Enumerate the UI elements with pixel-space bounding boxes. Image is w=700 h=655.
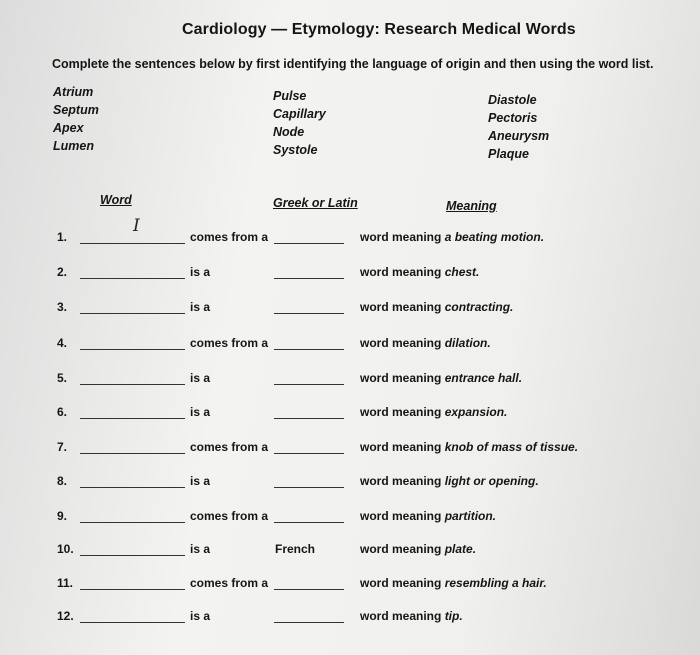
meaning-text: expansion.: [444, 405, 508, 419]
row-connector: is a: [190, 609, 211, 623]
word-list-item: Lumen: [53, 139, 94, 153]
header-word: Word: [100, 193, 132, 207]
word-blank[interactable]: [80, 384, 185, 385]
origin-answer: French: [275, 542, 316, 556]
sentence-row: [0, 230, 700, 250]
meaning-prefix: word meaning: [360, 474, 445, 488]
meaning-text: tip.: [444, 609, 463, 623]
sentence-row: [0, 300, 700, 320]
sentence-row: [0, 371, 700, 391]
word-blank[interactable]: [80, 278, 185, 279]
instructions: Complete the sentences below by first identifying the language of origin and then using the word list.: [52, 57, 654, 71]
row-number: 3.: [57, 300, 68, 314]
origin-blank[interactable]: [274, 384, 344, 385]
row-number: 1.: [57, 230, 68, 244]
meaning-prefix: word meaning: [360, 371, 445, 385]
row-number: 11.: [57, 576, 74, 590]
row-number: 9.: [57, 509, 68, 523]
meaning-prefix: word meaning: [360, 265, 445, 279]
origin-blank[interactable]: [274, 313, 344, 314]
word-blank[interactable]: [80, 453, 185, 454]
sentence-row: [0, 542, 700, 562]
word-blank[interactable]: [80, 487, 185, 488]
word-list-item: Apex: [53, 121, 84, 135]
meaning-prefix: word meaning: [360, 609, 445, 623]
meaning-text: dilation.: [444, 336, 491, 350]
sentence-row: [0, 336, 700, 356]
origin-blank[interactable]: [274, 453, 344, 454]
meaning-text: light or opening.: [444, 474, 539, 488]
word-list-item: Pulse: [273, 89, 307, 103]
origin-blank[interactable]: [274, 589, 344, 590]
sentence-row: [0, 265, 700, 285]
sentence-row: [0, 440, 700, 460]
header-meaning: Meaning: [446, 199, 497, 213]
word-list-item: Pectoris: [488, 111, 538, 125]
row-meaning: [360, 230, 544, 244]
row-meaning: [360, 509, 496, 523]
origin-blank[interactable]: [274, 278, 344, 279]
word-list-column-1: [53, 83, 99, 155]
meaning-text: partition.: [444, 509, 497, 523]
word-list-item: Plaque: [488, 147, 529, 161]
meaning-prefix: word meaning: [360, 440, 445, 454]
row-connector: is a: [190, 371, 211, 385]
origin-blank[interactable]: [274, 522, 344, 523]
meaning-text: contracting.: [444, 300, 514, 314]
word-list-column-2: [273, 87, 326, 159]
row-connector: comes from a: [190, 440, 269, 454]
meaning-prefix: word meaning: [360, 509, 445, 523]
row-connector: is a: [190, 300, 211, 314]
row-meaning: [360, 609, 463, 623]
row-connector: comes from a: [190, 576, 269, 590]
sentence-row: [0, 474, 700, 494]
word-list-item: Septum: [53, 103, 99, 117]
row-number: 8.: [57, 474, 68, 488]
word-blank[interactable]: [80, 589, 185, 590]
word-blank[interactable]: [80, 243, 185, 244]
row-meaning: [360, 371, 522, 385]
row-meaning: [360, 440, 578, 454]
row-connector: comes from a: [190, 336, 269, 350]
row-meaning: [360, 576, 547, 590]
meaning-text: resembling a hair.: [444, 576, 547, 590]
origin-blank[interactable]: [274, 243, 344, 244]
meaning-prefix: word meaning: [360, 576, 445, 590]
row-connector: is a: [190, 542, 211, 556]
word-list-item: Aneurysm: [488, 129, 550, 143]
row-number: 7.: [57, 440, 68, 454]
row-number: 4.: [57, 336, 68, 350]
meaning-text: plate.: [444, 542, 477, 556]
row-connector: comes from a: [190, 509, 269, 523]
row-number: 10.: [57, 542, 74, 556]
row-connector: is a: [190, 405, 211, 419]
sentence-row: [0, 576, 700, 596]
row-meaning: [360, 336, 491, 350]
row-connector: is a: [190, 265, 211, 279]
meaning-text: entrance hall.: [444, 371, 523, 385]
word-list-item: Systole: [273, 143, 318, 157]
word-list-item: Diastole: [488, 93, 537, 107]
row-number: 2.: [57, 265, 68, 279]
word-list-column-3: [488, 91, 549, 163]
origin-blank[interactable]: [274, 418, 344, 419]
row-connector: comes from a: [190, 230, 269, 244]
meaning-text: chest.: [444, 265, 480, 279]
meaning-prefix: word meaning: [360, 300, 445, 314]
row-number: 12.: [57, 609, 74, 623]
word-blank[interactable]: [80, 555, 185, 556]
origin-blank[interactable]: [274, 622, 344, 623]
word-blank[interactable]: [80, 522, 185, 523]
page-title: Cardiology — Etymology: Research Medical Words: [182, 21, 576, 38]
meaning-prefix: word meaning: [360, 336, 445, 350]
row-meaning: [360, 300, 513, 314]
word-list-item: Node: [273, 125, 305, 139]
sentence-row: [0, 509, 700, 529]
sentence-row: [0, 609, 700, 629]
row-number: 6.: [57, 405, 68, 419]
origin-blank[interactable]: [274, 487, 344, 488]
meaning-text: knob of mass of tissue.: [444, 440, 579, 454]
row-connector: is a: [190, 474, 211, 488]
row-meaning: [360, 542, 476, 556]
row-meaning: [360, 405, 507, 419]
word-list-item: Atrium: [53, 85, 94, 99]
text-cursor-icon: 𝐼: [133, 216, 140, 236]
origin-blank[interactable]: [274, 349, 344, 350]
word-blank[interactable]: [80, 418, 185, 419]
row-meaning: [360, 474, 539, 488]
row-number: 5.: [57, 371, 68, 385]
meaning-prefix: word meaning: [360, 230, 445, 244]
meaning-prefix: word meaning: [360, 542, 445, 556]
word-blank[interactable]: [80, 349, 185, 350]
meaning-prefix: word meaning: [360, 405, 445, 419]
word-blank[interactable]: [80, 313, 185, 314]
row-meaning: [360, 265, 479, 279]
word-blank[interactable]: [80, 622, 185, 623]
word-list-item: Capillary: [273, 107, 326, 121]
header-greek-or-latin: Greek or Latin: [273, 196, 358, 210]
meaning-text: a beating motion.: [444, 230, 545, 244]
sentence-row: [0, 405, 700, 425]
